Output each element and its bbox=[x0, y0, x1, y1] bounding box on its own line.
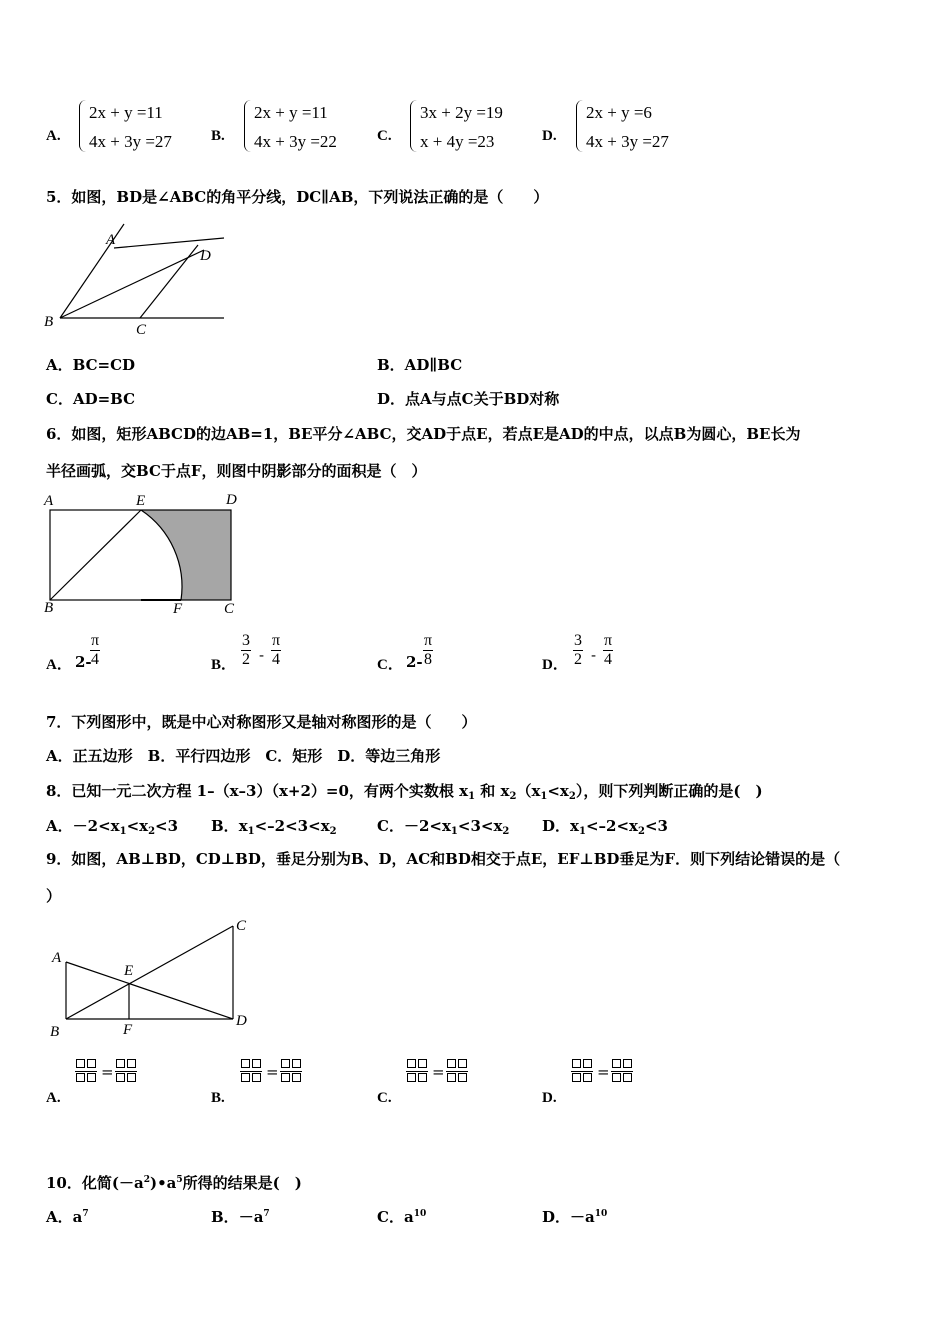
q8-option-a bbox=[46, 815, 178, 837]
q4-option-b-label: B. bbox=[211, 128, 225, 144]
denominator: 4 bbox=[604, 651, 613, 668]
q8-option-b bbox=[211, 815, 337, 837]
label-b: B bbox=[50, 1024, 60, 1040]
numerator: π bbox=[604, 632, 613, 649]
option-part: －2<x bbox=[403, 817, 451, 835]
q5-option-b: B．AD∥BC bbox=[377, 356, 463, 374]
q9-option-d-label: D. bbox=[542, 1090, 557, 1106]
label-c: C bbox=[224, 601, 235, 615]
numerator: 3 bbox=[574, 632, 582, 649]
q9-option-a-label: A. bbox=[46, 1090, 61, 1106]
q8-stem-part: （x bbox=[516, 782, 541, 800]
q5-figure bbox=[40, 222, 230, 340]
option-part: <x bbox=[126, 817, 149, 835]
label-f: F bbox=[123, 1022, 133, 1038]
option-part: x bbox=[570, 817, 579, 835]
q10-option-c bbox=[377, 1206, 426, 1227]
fraction bbox=[405, 1059, 429, 1084]
option-part: －2<x bbox=[72, 817, 120, 835]
numerator: 3 bbox=[242, 632, 250, 649]
option-part: <–2<3<x bbox=[254, 817, 330, 835]
q6-option-c-label: C． bbox=[377, 657, 403, 673]
q5-stem: 5．如图，BD是∠ABC的角平分线，DC∥AB，下列说法正确的是（ ） bbox=[46, 188, 549, 206]
equals-sign: = bbox=[266, 1063, 279, 1081]
fraction bbox=[279, 1059, 303, 1084]
q8-option-d bbox=[542, 815, 668, 837]
q6-stem-line1: 6．如图，矩形ABCD的边AB=1，BE平分∠ABC，交AD于点E，若点E是AD的中点，以点B为圆心，BE长为 bbox=[46, 425, 801, 443]
label-c: C bbox=[136, 322, 147, 338]
numerator: π bbox=[91, 632, 100, 649]
subscript: 1 bbox=[247, 826, 255, 837]
numerator: π bbox=[272, 632, 281, 649]
label-b: B bbox=[44, 600, 54, 615]
equation-line: 4x + 3y =27 bbox=[89, 132, 172, 151]
q6-figure bbox=[40, 490, 250, 615]
q9-stem-line1: 9．如图，AB⊥BD，CD⊥BD，垂足分别为B、D，AC和BD相交于点E，EF⊥BD垂足为F．则下列结论错误的是（ bbox=[46, 850, 841, 868]
superscript: 7 bbox=[263, 1209, 270, 1219]
q6-option-d-fraction2 bbox=[603, 632, 613, 669]
equation-line: x + 4y =23 bbox=[420, 132, 495, 151]
q5-option-a: A．BC=CD bbox=[46, 356, 136, 374]
label-f: F bbox=[173, 601, 183, 615]
label-d: D bbox=[200, 248, 211, 264]
option-part: <3 bbox=[644, 817, 668, 835]
option-label: B． bbox=[211, 1208, 239, 1226]
q7-options: A．正五边形 B．平行四边形 C．矩形 D．等边三角形 bbox=[46, 747, 441, 765]
label-a: A bbox=[44, 493, 54, 509]
q6-stem-line2: 半径画弧，交BC于点F，则图中阴影部分的面积是（ ） bbox=[46, 462, 427, 480]
subscript: 1 bbox=[450, 826, 458, 837]
q10-option-b bbox=[211, 1206, 270, 1227]
minus-sign: - bbox=[259, 646, 265, 664]
option-part: <3 bbox=[155, 817, 179, 835]
label-e: E bbox=[124, 963, 134, 979]
q9-figure bbox=[40, 912, 260, 1040]
q5-option-c: C．AD=BC bbox=[46, 390, 136, 408]
superscript: 10 bbox=[594, 1209, 608, 1219]
q10-stem bbox=[46, 1172, 302, 1193]
equals-sign: = bbox=[597, 1063, 610, 1081]
q8-stem-part: <x bbox=[547, 782, 569, 800]
fraction bbox=[239, 1059, 263, 1084]
q10-option-d bbox=[542, 1206, 607, 1227]
q10-stem-part: 所得的结果是( ) bbox=[182, 1174, 302, 1192]
option-label: C． bbox=[377, 1208, 404, 1226]
q4-option-b-system bbox=[244, 98, 337, 156]
subscript: 2 bbox=[509, 791, 517, 802]
denominator: 2 bbox=[574, 651, 582, 668]
equals-sign: = bbox=[432, 1063, 445, 1081]
superscript: 7 bbox=[82, 1209, 89, 1219]
option-label: C． bbox=[377, 817, 404, 835]
q8-stem-part: 和 x bbox=[475, 782, 510, 800]
option-part: <3<x bbox=[457, 817, 503, 835]
label-c: C bbox=[236, 918, 247, 934]
option-base: a bbox=[403, 1208, 414, 1226]
subscript: 2 bbox=[502, 826, 510, 837]
q6-option-c-prefix: 2- bbox=[406, 653, 423, 671]
q6-option-c-fraction bbox=[423, 632, 433, 669]
q8-option-c bbox=[377, 815, 509, 837]
q6-option-d-fraction1 bbox=[573, 632, 583, 669]
subscript: 1 bbox=[119, 826, 127, 837]
option-label: B． bbox=[211, 817, 239, 835]
label-b: B bbox=[44, 314, 54, 330]
label-a: A bbox=[52, 950, 62, 966]
q6-option-a-prefix: 2- bbox=[75, 653, 92, 671]
superscript: 5 bbox=[176, 1175, 183, 1185]
q7-stem: 7．下列图形中，既是中心对称图形又是轴对称图形的是（ ） bbox=[46, 713, 477, 731]
label-a: A bbox=[106, 232, 116, 248]
equals-sign: = bbox=[101, 1063, 114, 1081]
option-label: A． bbox=[46, 817, 73, 835]
q4-option-a-label: A. bbox=[46, 128, 61, 144]
equation-line: 4x + 3y =27 bbox=[586, 132, 669, 151]
option-part: <–2<x bbox=[585, 817, 638, 835]
superscript: 10 bbox=[413, 1209, 427, 1219]
equation-line: 3x + 2y =19 bbox=[420, 103, 503, 122]
fraction bbox=[74, 1059, 98, 1084]
option-label: A． bbox=[46, 1208, 73, 1226]
denominator: 2 bbox=[242, 651, 250, 668]
option-label: D． bbox=[542, 1208, 571, 1226]
q4-option-c-label: C. bbox=[377, 128, 392, 144]
denominator: 8 bbox=[424, 651, 433, 668]
q10-stem-part: )•a bbox=[149, 1174, 177, 1192]
subscript: 2 bbox=[568, 791, 576, 802]
fraction bbox=[570, 1059, 594, 1084]
equation-line: 2x + y =11 bbox=[89, 103, 163, 122]
label-d: D bbox=[236, 1013, 247, 1029]
subscript: 1 bbox=[468, 791, 476, 802]
q10-stem-part: 10．化简(－a bbox=[46, 1174, 144, 1192]
q9-stem-line2: ） bbox=[46, 887, 62, 905]
q10-option-a bbox=[46, 1206, 89, 1227]
option-base: －a bbox=[570, 1208, 595, 1226]
q8-stem bbox=[46, 780, 763, 802]
subscript: 1 bbox=[578, 826, 586, 837]
q6-option-a-fraction bbox=[90, 632, 100, 669]
q9-option-b-label: B. bbox=[211, 1090, 225, 1106]
subscript: 1 bbox=[540, 791, 548, 802]
q4-option-a-system bbox=[79, 98, 172, 156]
label-e: E bbox=[136, 493, 146, 509]
option-label: D． bbox=[542, 817, 571, 835]
fraction bbox=[610, 1059, 634, 1084]
q6-option-b-fraction2 bbox=[271, 632, 281, 669]
superscript: 2 bbox=[143, 1175, 150, 1185]
q9-option-c-label: C. bbox=[377, 1090, 392, 1106]
q6-option-b-label: B． bbox=[211, 657, 237, 673]
fraction bbox=[114, 1059, 138, 1084]
equation-line: 2x + y =6 bbox=[586, 103, 652, 122]
subscript: 2 bbox=[637, 826, 645, 837]
label-d: D bbox=[226, 492, 237, 508]
q5-option-d: D．点A与点C关于BD对称 bbox=[377, 390, 560, 408]
fraction bbox=[445, 1059, 469, 1084]
q8-stem-part: 8．已知一元二次方程 1–（x–3）（x+2）=0，有两个实数根 x bbox=[46, 782, 469, 800]
q4-option-d-label: D. bbox=[542, 128, 557, 144]
q6-option-a-label: A． bbox=[46, 657, 72, 673]
option-base: a bbox=[72, 1208, 83, 1226]
q8-stem-part: ），则下列判断正确的是( ) bbox=[575, 782, 763, 800]
equation-line: 2x + y =11 bbox=[254, 103, 328, 122]
minus-sign: - bbox=[591, 646, 597, 664]
numerator: π bbox=[424, 632, 433, 649]
option-part: x bbox=[238, 817, 248, 835]
equation-line: 4x + 3y =22 bbox=[254, 132, 337, 151]
subscript: 2 bbox=[148, 826, 156, 837]
denominator: 4 bbox=[91, 651, 100, 668]
denominator: 4 bbox=[272, 651, 281, 668]
subscript: 2 bbox=[329, 826, 337, 837]
q6-option-d-label: D． bbox=[542, 657, 568, 673]
q4-option-c-system bbox=[410, 98, 503, 156]
option-base: －a bbox=[238, 1208, 264, 1226]
q6-option-b-fraction1 bbox=[241, 632, 251, 669]
q4-option-d-system bbox=[576, 98, 669, 156]
